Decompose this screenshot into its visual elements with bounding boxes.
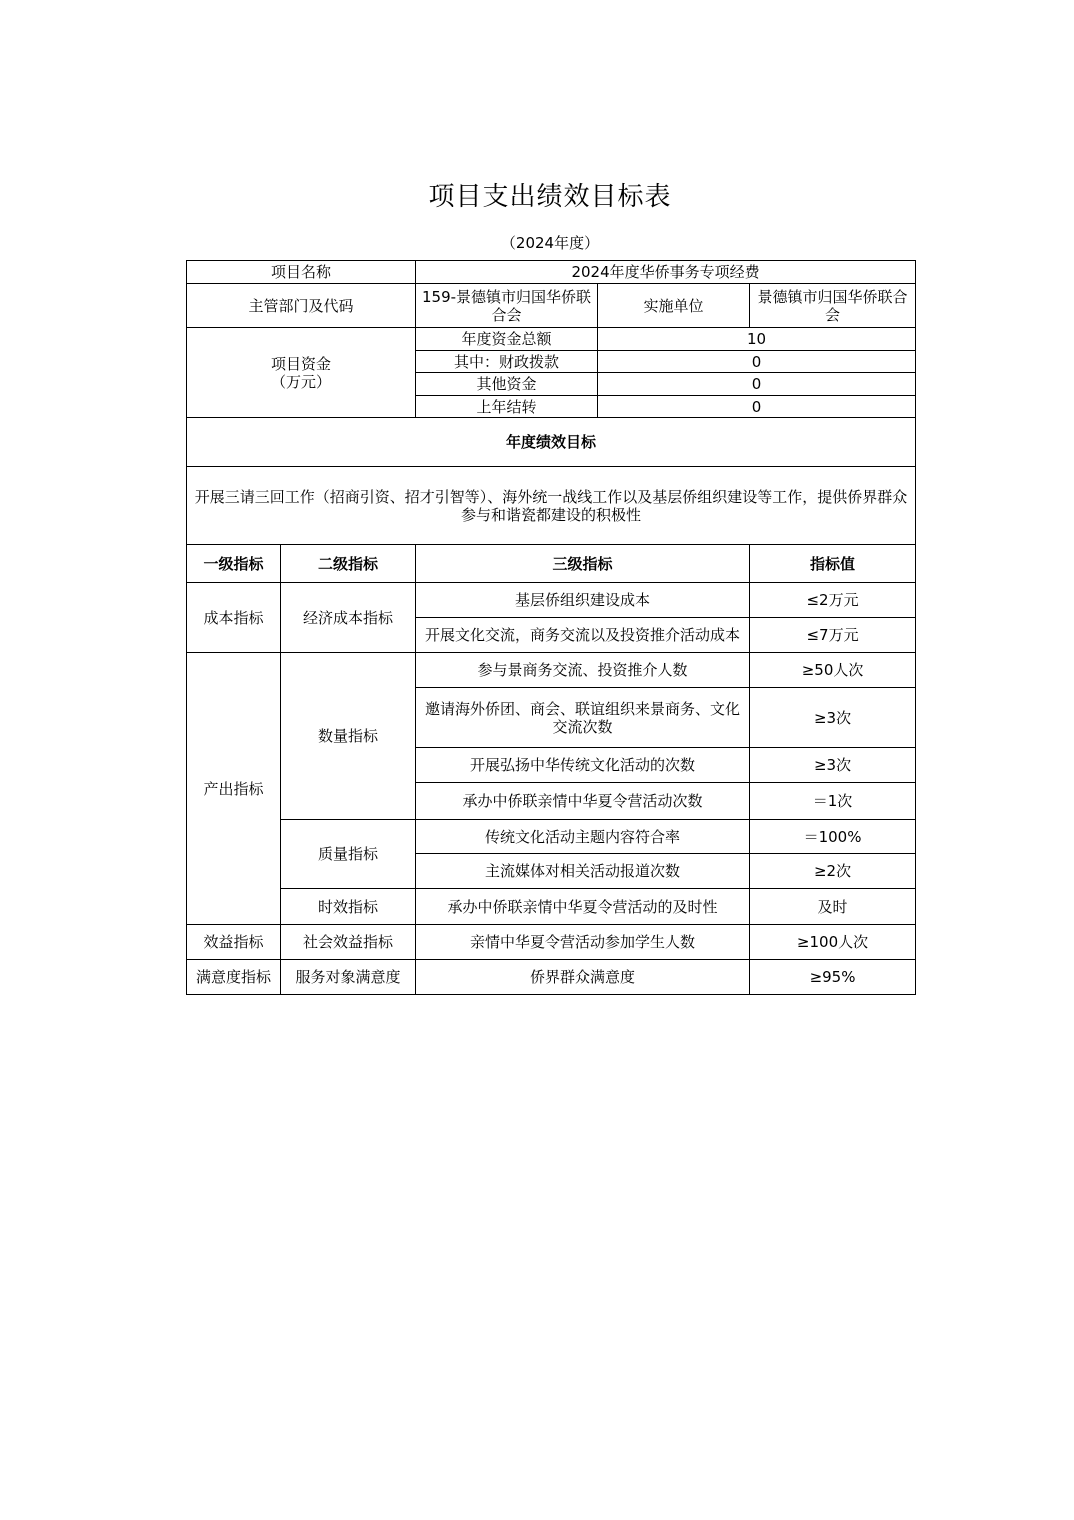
implementing-unit-value: 景德镇市归国华侨联合会 [750,284,916,328]
indicator-name: 亲情中华夏令营活动参加学生人数 [416,925,750,960]
header-level2: 二级指标 [281,545,416,583]
level2-social-benefit: 社会效益指标 [281,925,416,960]
indicator-value: ≥3次 [750,688,916,748]
level2-service-satisfaction: 服务对象满意度 [281,960,416,995]
funds-item-value: 0 [598,351,916,373]
department-value: 159-景德镇市归国华侨联合会 [416,284,598,328]
funds-item-value: 0 [598,396,916,418]
annual-goal-text: 开展三请三回工作（招商引资、招才引智等）、海外统一战线工作以及基层侨组织建设等工作，提供侨界群众参与和谐瓷都建设的积极性 [187,467,916,545]
indicator-value: ≤7万元 [750,618,916,653]
indicator-value: ≥95% [750,960,916,995]
annual-goal-heading: 年度绩效目标 [187,418,916,467]
funds-item-label: 其中：财政拨款 [416,351,598,373]
indicator-name: 承办中侨联亲情中华夏令营活动次数 [416,783,750,820]
level1-output: 产出指标 [187,653,281,925]
indicator-value: ≥100人次 [750,925,916,960]
funds-label-text: 项目资金 [271,354,332,373]
indicator-name: 邀请海外侨团、商会、联谊组织来景商务、文化交流次数 [416,688,750,748]
row-project-name [187,261,916,284]
table-row [187,583,916,618]
implementing-unit-label: 实施单位 [598,284,750,328]
indicator-value: 及时 [750,889,916,925]
row-funds-total [187,328,916,351]
header-value: 指标值 [750,545,916,583]
project-name-label: 项目名称 [187,261,416,284]
level2-econ-cost: 经济成本指标 [281,583,416,653]
header-level1: 一级指标 [187,545,281,583]
row-indicator-headers [187,545,916,583]
row-department [187,284,916,328]
indicator-value: ＝1次 [750,783,916,820]
indicator-name: 传统文化活动主题内容符合率 [416,820,750,854]
level1-satisfaction: 满意度指标 [187,960,281,995]
header-level3: 三级指标 [416,545,750,583]
table-row [187,925,916,960]
funds-item-label: 其他资金 [416,373,598,396]
level1-cost: 成本指标 [187,583,281,653]
table-row [187,889,916,925]
level2-quantity: 数量指标 [281,653,416,820]
funds-item-value: 10 [598,328,916,351]
funds-item-value: 0 [598,373,916,396]
project-funds-label [187,328,416,418]
funds-item-label: 年度资金总额 [416,328,598,351]
row-goal-heading [187,418,916,467]
indicator-value: ≤2万元 [750,583,916,618]
funds-item-label: 上年结转 [416,396,598,418]
level2-quality: 质量指标 [281,820,416,889]
fiscal-year: （2024年度） [500,234,600,252]
indicator-name: 参与景商务交流、投资推介人数 [416,653,750,688]
indicator-value: ≥2次 [750,854,916,889]
indicator-value: ≥50人次 [750,653,916,688]
level2-timeliness: 时效指标 [281,889,416,925]
indicator-name: 开展文化交流，商务交流以及投资推介活动成本 [416,618,750,653]
project-name-value: 2024年度华侨事务专项经费 [416,261,916,284]
table-row [187,960,916,995]
row-goal-text [187,467,916,545]
level1-benefit: 效益指标 [187,925,281,960]
indicator-value: ＝100% [750,820,916,854]
department-label: 主管部门及代码 [187,284,416,328]
indicator-name: 主流媒体对相关活动报道次数 [416,854,750,889]
funds-unit-text: （万元） [271,372,332,391]
document-title: 项目支出绩效目标表 [428,182,672,212]
indicator-name: 基层侨组织建设成本 [416,583,750,618]
indicator-value: ≥3次 [750,748,916,783]
indicator-name: 开展弘扬中华传统文化活动的次数 [416,748,750,783]
indicator-name: 承办中侨联亲情中华夏令营活动的及时性 [416,889,750,925]
indicator-name: 侨界群众满意度 [416,960,750,995]
table-row [187,653,916,688]
performance-target-table [186,260,916,995]
table-row [187,820,916,854]
